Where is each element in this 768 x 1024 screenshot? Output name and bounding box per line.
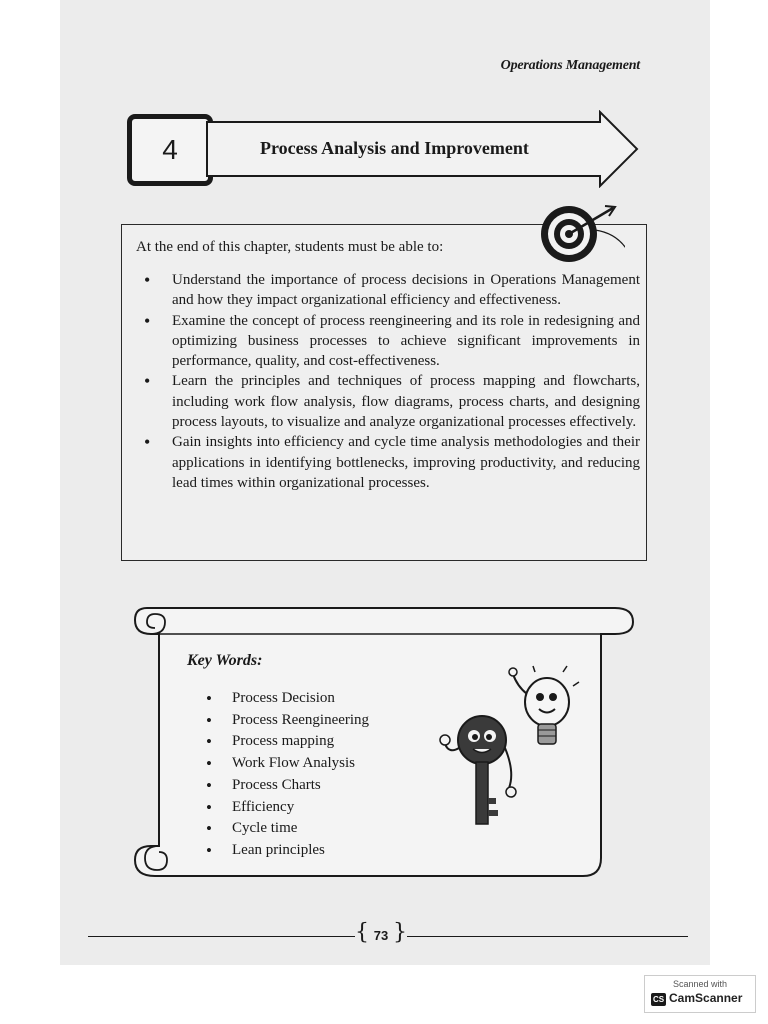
chapter-number-box xyxy=(127,114,213,186)
objective-item: • Understand the importance of process decisions in Operations Management and how they impact organizational efficiency and effectiveness. xyxy=(132,270,640,311)
key-word-item: • Process mapping xyxy=(200,731,369,753)
learning-objectives-box xyxy=(121,224,647,561)
objective-item: • Examine the concept of process reengineering and its role in redesigning and optimizing business processes to achieve significant improvements in performance, quality, and cost-effectiveness. xyxy=(132,311,640,372)
objectives-intro: At the end of this chapter, students must be able to: xyxy=(136,239,444,255)
key-word-item: • Process Charts xyxy=(200,775,369,797)
camscanner-watermark xyxy=(644,975,756,1013)
scanner-name: CamScanner xyxy=(669,991,743,1005)
key-words-list xyxy=(200,688,369,862)
objectives-list xyxy=(132,270,640,493)
key-word-item: • Work Flow Analysis xyxy=(200,753,369,775)
camscanner-logo-icon: CS xyxy=(652,995,665,1004)
key-word-item: • Process Reengineering xyxy=(200,710,369,732)
key-word-item: • Cycle time xyxy=(200,818,369,840)
page-number xyxy=(355,925,407,947)
chapter-number: 4 xyxy=(162,134,178,165)
chapter-title: Process Analysis and Improvement xyxy=(260,138,529,158)
scanner-caption: Scanned with xyxy=(672,979,728,989)
running-head: Operations Management xyxy=(500,58,640,73)
objective-item: • Learn the principles and techniques of process mapping and flowcharts, including work flow analysis, flow diagrams, process charts, and designing process layouts, to visualize and analyze organizational processes effectively. xyxy=(132,371,640,432)
objective-item: • Gain insights into efficiency and cycle time analysis methodologies and their applications in identifying bottlenecks, improving productivity, and reducing lead times within organizational processes. xyxy=(132,432,640,493)
key-character-icon xyxy=(437,714,527,830)
key-word-item: • Efficiency xyxy=(200,797,369,819)
key-word-item: • Lean principles xyxy=(200,840,369,862)
page-number-text: 73 xyxy=(373,928,389,943)
key-word-item: • Process Decision xyxy=(200,688,369,710)
key-words-title: Key Words: xyxy=(187,652,263,669)
target-icon xyxy=(535,200,625,266)
